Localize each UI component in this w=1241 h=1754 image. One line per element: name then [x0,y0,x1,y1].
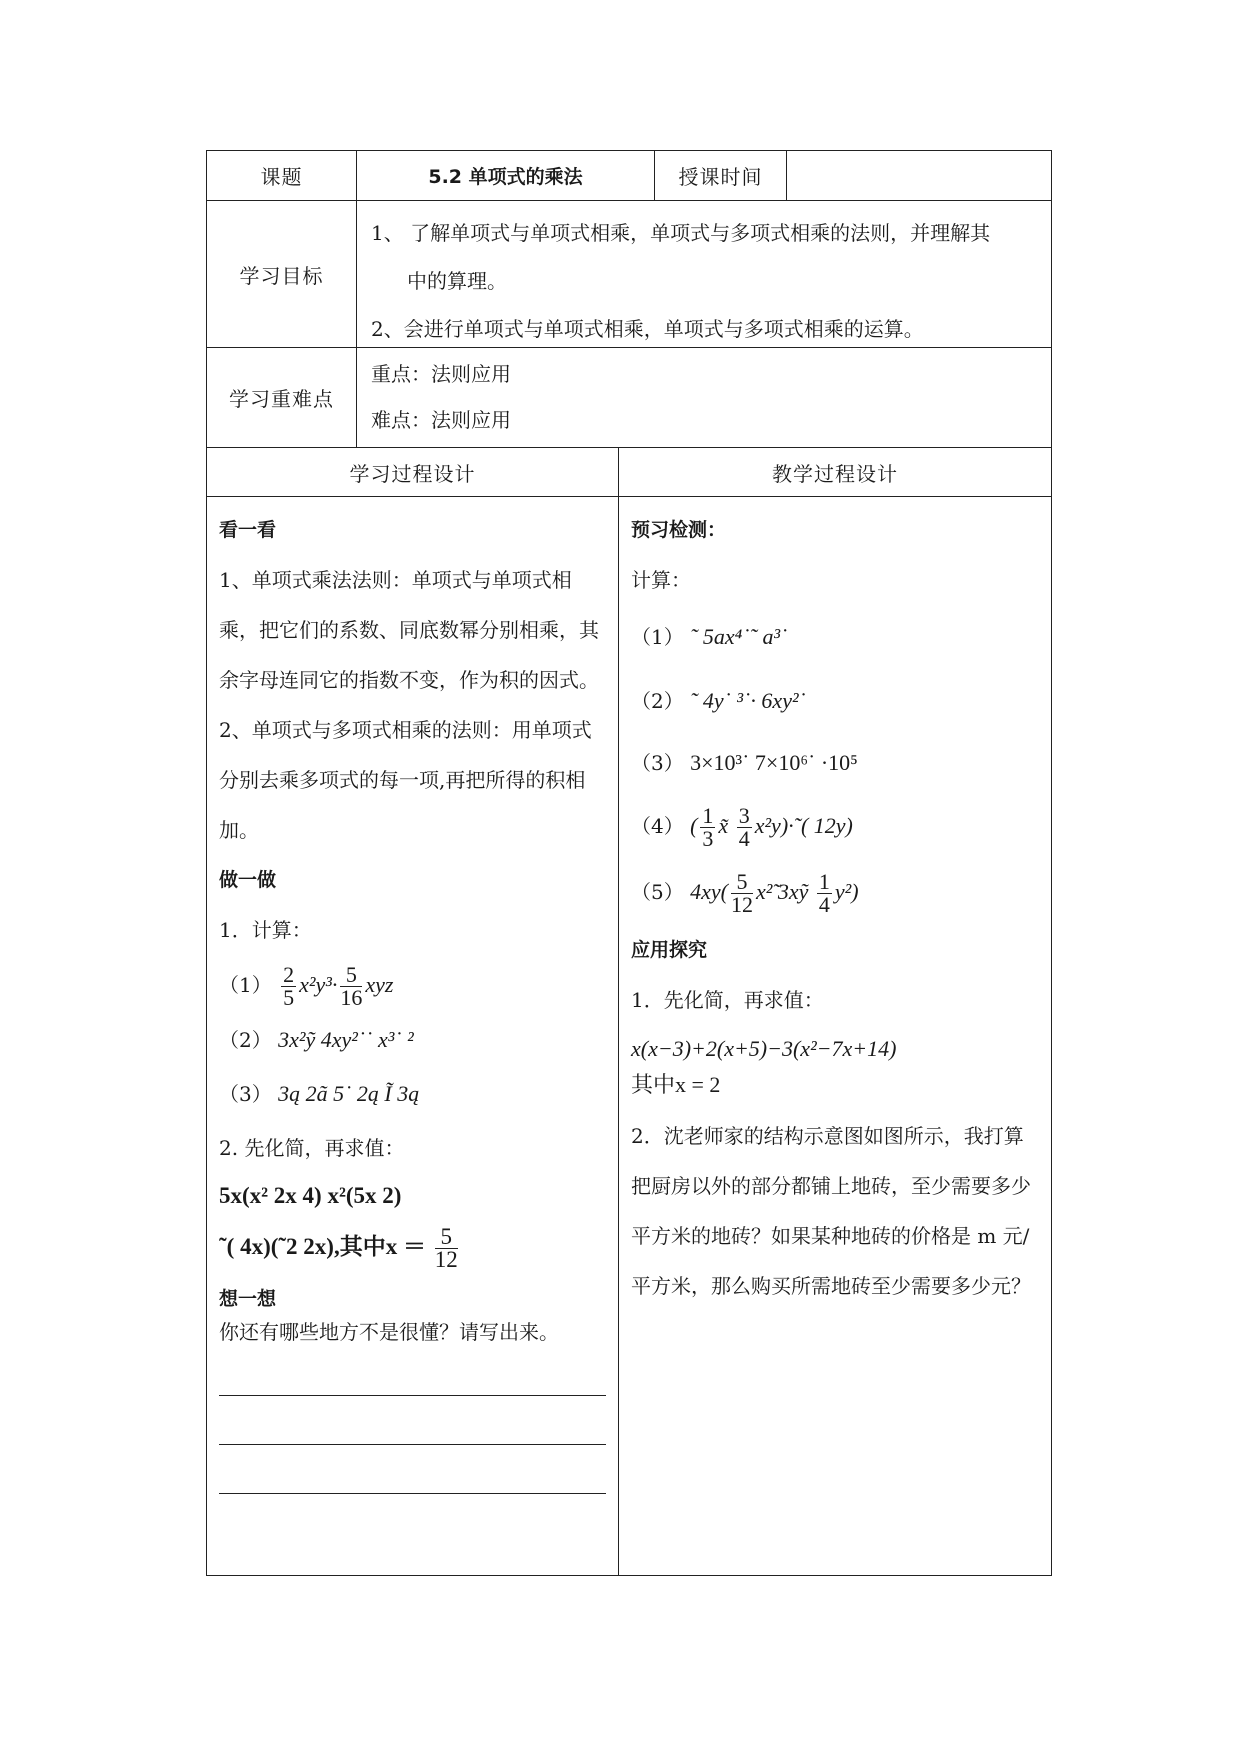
objective-1b: 中的算理。 [407,269,507,293]
problem-3 [219,1065,610,1123]
question-2 [631,669,1043,733]
question-5-expression [690,869,859,918]
problem-3-number: （3） [219,1082,272,1106]
question-4 [631,793,1043,859]
fraction [281,964,296,1009]
fraction [817,871,832,916]
fraction [340,964,362,1009]
right-column-title: 教学过程设计 [772,461,898,486]
question-1-number: （1） [631,625,684,649]
apply-1-label: 1．先化简，再求值： [631,988,824,1012]
fraction [731,871,753,916]
topic-value: 5.2 单项式的乘法 [357,151,655,200]
fraction-numerator: 5 [731,871,753,894]
fraction-numerator: 2 [283,962,295,988]
time-label: 授课时间 [655,151,787,200]
expression-part: 4xy( [690,879,728,904]
fraction-denominator: 5 [283,985,295,1011]
problem-1-number: （1） [219,973,272,997]
think-question: 你还有哪些地方不是很懂？请写出来。 [219,1320,559,1344]
expression-part: x²̃ 3xỹ [755,879,814,904]
hard-point: 难点：法则应用 [371,408,511,432]
objective-2: 2、会进行单项式与单项式相乘，单项式与多项式相乘的运算。 [371,317,924,341]
objectives-row [207,201,1051,348]
expression-part: xyz [365,972,394,997]
problem-1 [219,955,610,1015]
question-4-number: （4） [631,814,684,838]
question-5 [631,859,1043,925]
expression-part: x̃ [718,813,734,838]
difficulty-row [207,348,1051,448]
apply-1-expression: x(x−3)+2(x+5)−3(x²−7x+14) [631,1036,897,1061]
simplify-line-1: 5x(x² 2x 4) x²(5x 2) [219,1183,402,1208]
apply-title: 应用探究 [631,939,708,961]
question-1 [631,605,1043,669]
problem-2 [219,1015,610,1065]
answer-line[interactable] [219,1396,606,1445]
fraction-numerator: 3 [738,803,750,829]
apply-1-condition: 其中x = 2 [631,1072,721,1097]
key-point: 重点：法则应用 [371,362,511,386]
question-3 [631,733,1043,793]
right-calc-label: 计算： [631,568,691,592]
fraction [700,805,715,850]
fraction-denominator: 12 [730,892,753,918]
difficulty-content [357,348,1051,447]
answer-line[interactable] [219,1347,606,1396]
apply-2-text: 2．沈老师家的结构示意图如图所示，我打算把厨房以外的部分都铺上地砖，至少需要多少平方米的地砖？如果某种地砖的价格是 m 元/平方米，那么购买所需地砖至少需要多少元？ [631,1124,1031,1298]
right-column [619,497,1051,1575]
problem-3-expression: 3ą 2ã 5˙ 2ą Ĩ 3ą [278,1081,420,1106]
expression-part: x²y)·˜( 12y) [754,813,853,838]
objectives-content [357,201,1051,347]
question-4-expression: ( $\frac{1}{3}$ x̃ $\frac{3}{4}$ x²y)·˜( 12y) [690,803,853,852]
expression-part: y²) [834,879,859,904]
problem-1-expression [278,962,394,1011]
question-3-expression: 3×10³˙ 7×10⁶˙ ·10⁵ [690,750,858,775]
fraction-denominator: 4 [818,892,830,918]
objectives-label: 学习目标 [207,201,357,347]
rule-2: 2、单项式与多项式相乘的法则：用单项式分别去乘多项式的每一项,再把所得的积相加。 [219,718,592,842]
answer-line[interactable] [219,1445,606,1494]
question-1-expression: ˜ 5ax⁴˙˜ a³˙ [690,624,788,649]
simplify-label: 2. 先化简，再求值： [219,1136,405,1160]
content-row [207,497,1051,1575]
difficulty-label: 学习重难点 [207,348,357,447]
calc-label: 1．计算： [219,918,312,942]
fraction [737,805,752,850]
time-value [787,151,1051,200]
fraction-numerator: 5 [340,964,362,987]
question-3-number: （3） [631,751,684,775]
fraction-denominator: 3 [702,826,714,852]
lesson-plan-table [206,150,1052,1576]
fraction-numerator: 1 [818,869,830,895]
topic-row [207,151,1051,201]
left-column-title: 学习过程设计 [207,448,619,496]
fraction-denominator: 4 [738,826,750,852]
do-title: 做一做 [219,869,277,891]
simplify-line-2 [219,1219,610,1275]
expression-part: x²y³· [299,972,338,997]
fraction-denominator: 12 [434,1247,458,1273]
question-2-expression: ˜ 4y˙ ³˙· 6xy²˙ [690,688,806,713]
think-title: 想一想 [219,1288,277,1310]
fraction-numerator: 5 [435,1226,458,1249]
fraction-numerator: 1 [702,803,714,829]
rule-1: 1、单项式乘法法则：单项式与单项式相乘，把它们的系数、同底数幂分别相乘，其余字母连同它的指数不变，作为积的因式。 [219,568,599,692]
fraction [435,1226,458,1271]
preview-title: 预习检测： [631,519,727,541]
left-column [207,497,619,1575]
fraction-denominator: 16 [340,985,363,1011]
problem-2-number: （2） [219,1028,272,1052]
look-title: 看一看 [219,519,277,541]
problem-2-expression: 3x²ỹ 4xy²˙˙ x³˙ ² [278,1027,414,1052]
question-5-number: （5） [631,880,684,904]
topic-label: 课题 [207,151,357,200]
column-title-row [207,448,1051,497]
expression-part: ˜( 4x)(˜2 2x),其中x ＝ [219,1234,426,1259]
question-2-number: （2） [631,689,684,713]
objective-1a: 1、 了解单项式与单项式相乘，单项式与多项式相乘的法则，并理解其 [371,221,991,245]
